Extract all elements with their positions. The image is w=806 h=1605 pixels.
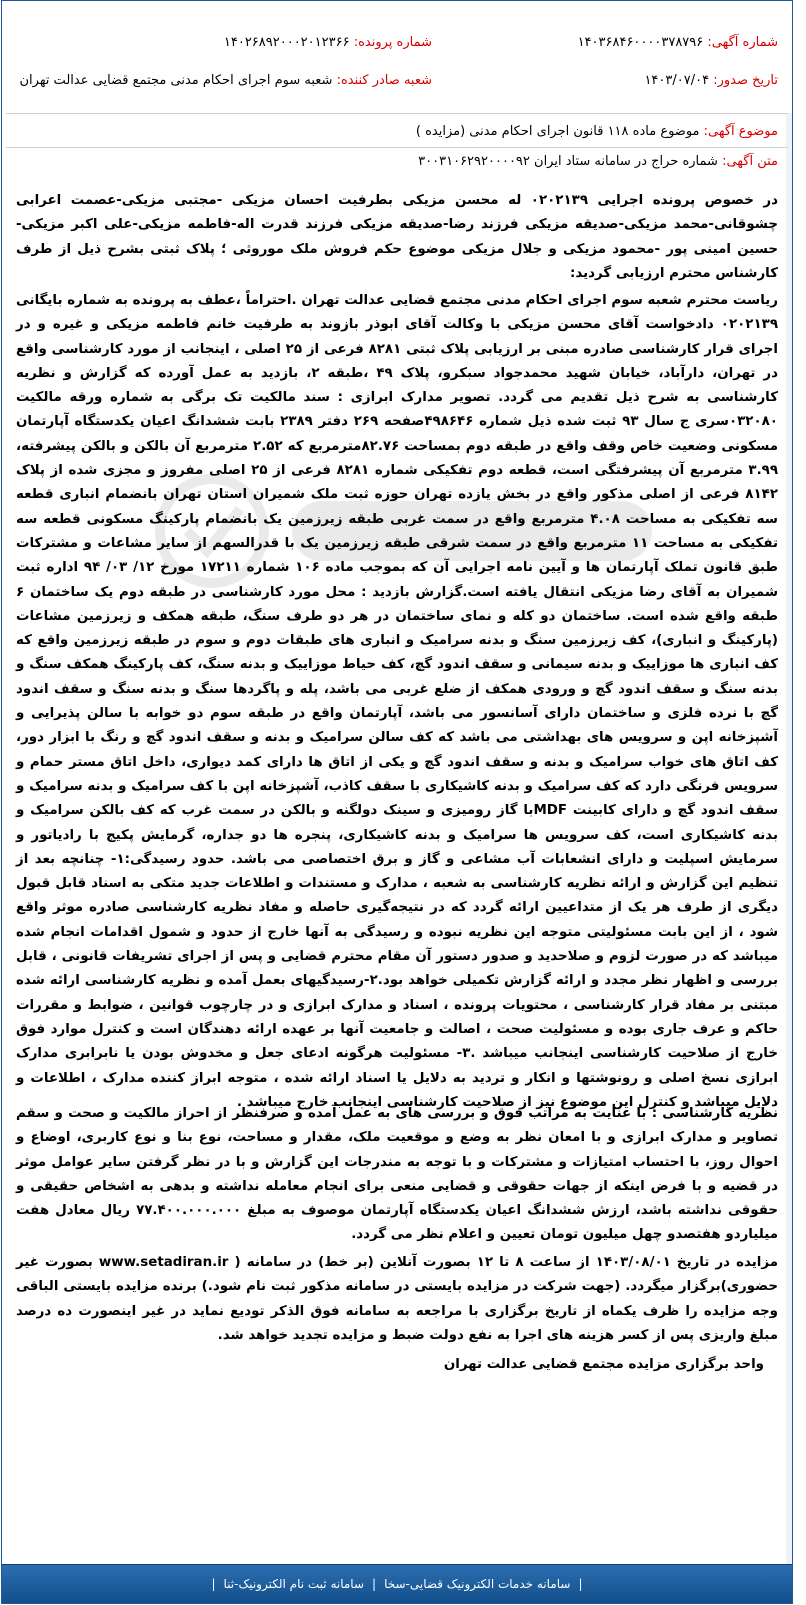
organizer-unit: واحد برگزاری مزایده مجتمع قضایی عدالت تهران [443, 1357, 764, 1372]
issue-date: ۱۴۰۳/۰۷/۰۴ [644, 73, 710, 88]
issue-date-label: تاریخ صدور: [713, 73, 778, 88]
footer-link-sakha[interactable]: سامانه خدمات الکترونیک قضایی-سخا [384, 1577, 571, 1591]
intro-paragraph: در خصوص پرونده اجرایی ۰۲۰۲۱۳۹ له محسن مزیکی بطرفیت احسان مزیکی -مجتبی مزیکی-عصمت اعرابی چشوقانی-محمد مزیکی-صدیقه مزیکی فرزند رضا-صدیقه مزیکی فرزند قدرت اله-فاطمه مزیکی-علی اکبر مزیکی-حسین امینی پور -محمود مزیکی و جلال مزیکی موضوع حکم فروش ملک موروثی ؛ پلاک ثبتی بشرح ذیل از طرف کارشناس محترم ارزیابی گردید: [16, 193, 778, 281]
footer-link-sana[interactable]: سامانه ثبت نام الکترونیک-ثنا [223, 1577, 365, 1591]
subject-divider [6, 147, 788, 148]
notice-number-row [578, 31, 778, 55]
footer-separator: | [211, 1577, 216, 1591]
notice-number: ۱۴۰۳۶۸۴۶۰۰۰۰۳۷۸۷۹۶ [577, 35, 704, 50]
issue-date-row [644, 69, 778, 93]
auction-number: شماره حراج در سامانه ستاد ایران ۳۰۰۳۱۰۶۲۹۲۰۰۰۰۹۲ [418, 154, 718, 169]
notice-page [1, 0, 793, 1604]
case-number-row [224, 31, 432, 55]
issuer-label: شعبه صادر کننده: [336, 73, 432, 88]
footer-bar [2, 1564, 792, 1603]
expert-opinion-paragraph: نظریه کارشناسی : با عنایت به مراتب فوق و بررسی های به عمل آمده و صرفنظر از احراز مالکیت و صحت و سقم تصاویر و مدارک ابرازی و با امعان نظر به وضع و موقعیت ملک، مقدار و مساحت، نوع بنا و نوع کاربری، اوضاع و احوال روز، با احتساب امتیازات و مشترکات و با توجه به مندرجات این گزارش و با در نظر گرفتن سایر عوامل موثر در قضیه و با فرض اینکه از جهات حقوقی و قضایی منعی برای انجام معامله نداشته و بدهی به اشخاص حقیقی و حقوقی نداشته باشد، ارزش ششدانگ اعیان یکدستگاه آپارتمان موصوف به مبلغ ۷۷.۴۰۰.۰۰۰.۰۰۰ ریال معادل هفت میلیاردو هفتصدو چهل میلیون تومان تعیین و اعلام نظر می گردد. [16, 1106, 778, 1243]
notice-text-row [16, 151, 778, 173]
notice-header [2, 1, 792, 113]
header-divider [6, 113, 788, 114]
notice-number-label: شماره آگهی: [707, 35, 778, 50]
case-number: ۱۴۰۲۶۸۹۲۰۰۰۲۰۱۲۳۶۶ [223, 35, 350, 50]
issuer-row [19, 69, 432, 93]
footer-separator: | [372, 1577, 377, 1591]
subject-label: موضوع آگهی: [703, 124, 778, 139]
footer-separator: | [578, 1577, 583, 1591]
page-edge [786, 1, 792, 1567]
case-number-label: شماره پرونده: [353, 35, 432, 50]
notice-text-label: متن آگهی: [722, 154, 778, 169]
issuer: شعبه سوم اجرای احکام مدنی مجتمع قضایی عدالت تهران [19, 73, 333, 88]
expert-report-paragraph: ریاست محترم شعبه سوم اجرای احکام مدنی مجتمع قضایی عدالت تهران .احتراماً ،عطف به پرونده به شماره بایگانی ۰۲۰۲۱۳۹ دادخواست آقای محسن مزیکی با وکالت آقای ابوذر بازوند به طرفیت خانم فاطمه مزیکی و غیره و در اجرای قرار کارشناسی صادره مبنی بر ارزیابی پلاک ثبتی ۸۲۸۱ فرعی از ۲۵ اصلی ، اینجانب از مورد کارشناسی واقع در تهران، دارآباد، خیابان شهید محمدجواد سبکرو، پلاک ۴۹ ،طبقه ۲، بازدید به عمل آورده که گزارش و نظریه کارشناسی به شرح ذیل تقدیم می گردد. تصویر مدارک ابرازی : سند مالکیت تک برگی به شماره ورقه مالکیت ۰۳۲۰۸۰سری ج سال ۹۳ ثبت شده ذیل شماره ۴۹۸۶۴۶صفحه ۲۶۹ دفتر ۲۳۸۹ بابت ششدانگ اعیان یکدستگاه آپارتمان مسکونی وضعیت خاص وقف واقع در طبقه دوم بمساحت ۸۲.۷۶مترمربع که ۲.۵۲ مترمربع آن بالکن و بالکن پیشرفته، ۳.۹۹ مترمربع آن پیشرفتگی است، قطعه دوم تفکیکی شماره ۸۲۸۱ فرعی از ۲۵ اصلی مفروز و مجزی شده از پلاک ۸۱۴۲ فرعی از اصلی مذکور واقع در بخش یازده تهران حوزه ثبت ملک شمیران استان تهران بانضمام انباری قطعه سه تفکیکی به مساحت ۴.۰۸ مترمربع واقع در سمت غربی طبقه زیرزمین یک بانضمام پارکینگ مسکونی قطعه سه تفکیکی به مساحت ۱۱ مترمربع واقع در سمت شرقی طبقه زیرزمین یک با قدرالسهم از سایر مشاعات و مشترکات طبق قانون تملک آپارتمان ها و آیین نامه اجرایی آن که بموجب ماده ۱۰۶ شماره ۱۷۲۱۱ مورخ ۱۲/ ۰۳/ ۹۴ اداره ثبت شمیران به آقای رضا مزیکی انتقال یافته است.گزارش بازدید : محل مورد کارشناسی در طبقه دوم یک ساختمان ۶ طبقه واقع شده است. ساختمان دو کله و نمای ساختمان در هر دو طرف سنگ، طبقه همکف و زیرزمین مشاعات (پارکینگ و انباری)، کف زیرزمین سنگ و بدنه سرامیک و انباری های طبقات دوم و سوم در طبقه زیرزمین واقع که کف انباری ها موزاییک و بدنه سیمانی و سقف اندود گچ، کف حیاط موزاییک و بدنه سنگ، کف پارکینگ همکف سنگ و بدنه سنگ و سقف اندود گچ و ورودی همکف از ضلع غربی می باشد، پله و پاگردها سنگ و بدنه سنگ و سقف اندود گچ با نرده فلزی و ساختمان دارای آسانسور می باشد، آپارتمان واقع در طبقه سوم دو خوابه با سالن پذیرایی و آشپزخانه اپن و سرویس های بهداشتی می باشد که کف سالن سرامیک و بدنه و سقف اندود گچ و رنگ با ابزار دور، کف اتاق های خواب سرامیک و بدنه و سقف اندود گچ و یکی از اتاق ها دارای کمد دیواری، داخل اتاق مستر حمام و سرویس فرنگی دارد که کف سرامیک و بدنه کاشیکاری با سقف کاذب، آشپزخانه اپن با کف سرامیک و بدنه سرامیک و سقف اندود گچ و دارای کابینت MDFبا گاز رومیزی و سینک دولگنه و بالکن در سمت غرب که کف بالکن سرامیک و بدنه کاشیکاری است، کف سرویس ها سرامیک و بدنه کاشیکاری، پنجره ها دو جداره، گرمایش پکیج با رادیاتور و سرمایش اسپلیت و دارای انشعابات آب مشاعی و گاز و برق اختصاصی می باشد. حدود رسیدگی:۱- چنانچه بعد از تنظیم این گزارش و ارائه نظریه کارشناسی به شعبه ، مدارک و مستندات و اطلاعات جدید متکی به اسناد قابل قبول دیگری از طرف هر یک از متداعیین ارائه گردد که در نتیجه‌گیری حاصله و مفاد نظریه کارشناسی صادره موثر واقع شود ، از این بابت مسئولیتی متوجه این نظریه نبوده و رسیدگی به آنها خارج از حدود و شمول اقدامات انجام شده میباشد که در صورت لزوم و صلاحدید و صدور دستور آن مقام محترم قضایی و پس از اجرای تشریفات قانونی ، قابل بررسی و اظهار نظر مجدد و ارائه گزارش تکمیلی خواهد بود.۲-رسیدگیهای بعمل آمده و نظریه کارشناسی ارائه شده مبتنی بر مفاد قرار کارشناسی ، محتویات پرونده ، اسناد و مدارک ابرازی و در چارچوب قوانین ، ضوابط و مقررات حاکم و عرف جاری بوده و مسئولیت صحت ، اصالت و جامعیت آنها بر عهده ارائه دهندگان است و کنترل موارد فوق خارج از صلاحیت کارشناسی اینجانب میباشد .۳- مسئولیت هرگونه ادعای جعل و مخدوش بودن یا نابرابری مدارک ابرازی نسخ اصلی و رونوشتها و انکار و تردید به دلایل یا اسناد ارائه شده ، متوجه ابراز کننده مدارک ، اطلاعات و دلایل میباشد و کنترل این موضوع نیز از صلاحیت کارشناسی اینجانب خارج میباشد . [16, 293, 779, 1110]
subject-row [16, 121, 778, 143]
subject-value: موضوع ماده ۱۱۸ قانون اجرای احکام مدنی (مزایده ) [415, 124, 700, 139]
auction-paragraph: مزایده در تاریخ ۱۴۰۳/۰۸/۰۱ از ساعت ۸ تا ۱۲ بصورت آنلاین (بر خط) در سامانه ( www.setadiran.ir بصورت غیر حضوری)برگزار میگردد. (جهت شرکت در مزایده بایستی در سامانه مذکور ثبت نام شود.) برنده مزایده بایستی الباقی وجه مزایده را ظرف یکماه از تاریخ برگزاری با مراجعه به سامانه فوق الذکر تودیع نماید در غیر اینصورت ده درصد مبلغ واریزی پس از کسر هزینه های اجرا به نفع دولت ضبط و مزایده تجدید خواهد شد. [16, 1255, 778, 1343]
